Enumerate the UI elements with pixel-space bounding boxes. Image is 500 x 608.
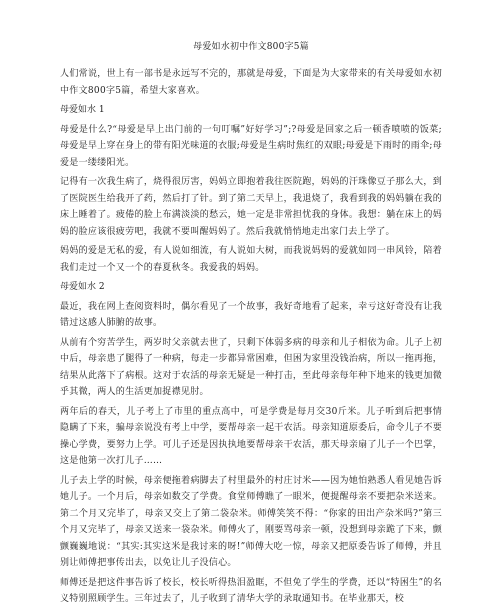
section-1-paragraph-3: 妈妈的爱是无私的爱，有人说如细流，有人说如大树，而我说妈妈的爱就如同一串风铃，陪着我们走过一个又一个的春夏秋冬。我爱我的妈妈。 [60,246,442,273]
section-2-paragraph-4: 儿子去上学的时候，母亲便拖着病脚去了村里最外的村庄讨米——因为她怕熟悉人看见她告诉她儿子。一个月后，母亲如数交了学费。食堂师傅瞧了一眼米，便提醒母亲不要把杂米送来。第二个月又完毕了，母亲又交上了第二袋杂米。师傅笑笑不得：“你家的田出产杂米吗?”第三个月又完毕了，母亲又送来一袋杂米。师傅火了，刚要骂母亲一顿，没想到母亲跪了下来，颤颤巍巍地说：“其实:其实这米是我讨来的呀!”师傅大吃一惊，母亲又把原委告诉了师傅，并且别让师傅把事传出去，以免让儿子没信心。 [60,475,442,568]
section-2-paragraph-1: 最近，我在网上查阅资料时，偶尔看见了一个故事，我好奇地看了起来，幸亏这好奇没有让我错过这感人肺腑的故事。 [60,301,442,328]
section-2-paragraph-5: 师傅还是把这件事告诉了校长，校长听得热泪盈眶，不但免了学生的学费，还以“特困生”的名义特别照顾学生。三年过去了，儿子收到了清华大学的录取通知书。在毕业那天，校 [60,577,442,604]
document-title: 母爱如水初中作文800字5篇 [193,42,309,52]
section-1-heading: 母爱如水 1 [60,105,105,115]
section-2-heading: 母爱如水 2 [60,282,105,292]
section-2-paragraph-3: 两年后的春天，儿子考上了市里的重点高中，可是学费是每月交30斤米。儿子听到后把事情隐瞒了下来，骗母亲说没有考上中学，要帮母亲一起干农活。母亲知道原委后，命令儿子不要操心学费，要努力上学。可儿子还是因执执地要帮母亲干农活，那天母亲扇了儿子一个巴掌，这是他第一次打儿子…… [60,406,442,466]
intro-paragraph: 人们常说，世上有一部书是永远写不完的，那就是母爱，下面是为大家带来的有关母爱如水初中作文800字5篇，希望大家喜欢。 [60,69,442,96]
section-1-paragraph-2: 记得有一次我生病了，烧得很厉害，妈妈立即抱着我往医院跑，妈妈的汗珠像豆子那么大，到了医院医生给我开了药，然后打了针。到了第二天早上，我退烧了，我看到我的妈妈躺在我的床上睡着了。疲倦的脸上布满淡淡的愁云，她一定是非常担忧我的身体。我想：躺在床上的妈妈的脸应该很疲劳吧，我就不要叫醒妈妈了。然后我就悄悄地走出家门去上学了。 [60,177,442,237]
section-2-paragraph-2: 从前有个穷苦学生，两岁时父亲就去世了，只剩下体弱多病的母亲和儿子相依为命。儿子上初中后，母亲患了腿得了一种病，每走一步都异常困难，但困为家里没钱治病，所以一拖再拖，结果从此落下了病根。这对于农活的母亲无疑是一种打击，至此母亲每年种下地来的钱更加微乎其微，两人的生活更加捉襟见肘。 [60,337,442,397]
section-1-paragraph-1: 母爱是什么?“母爱是早上出门前的一句叮嘱”好好学习”;?母爱是回家之后一顿香喷喷的饭菜;母爱是早上穿在身上的带有阳光味道的衣服;母爱是生病时焦红的双眼;母爱是下雨时的雨伞;母爱是一缕缕阳光。 [60,124,442,168]
